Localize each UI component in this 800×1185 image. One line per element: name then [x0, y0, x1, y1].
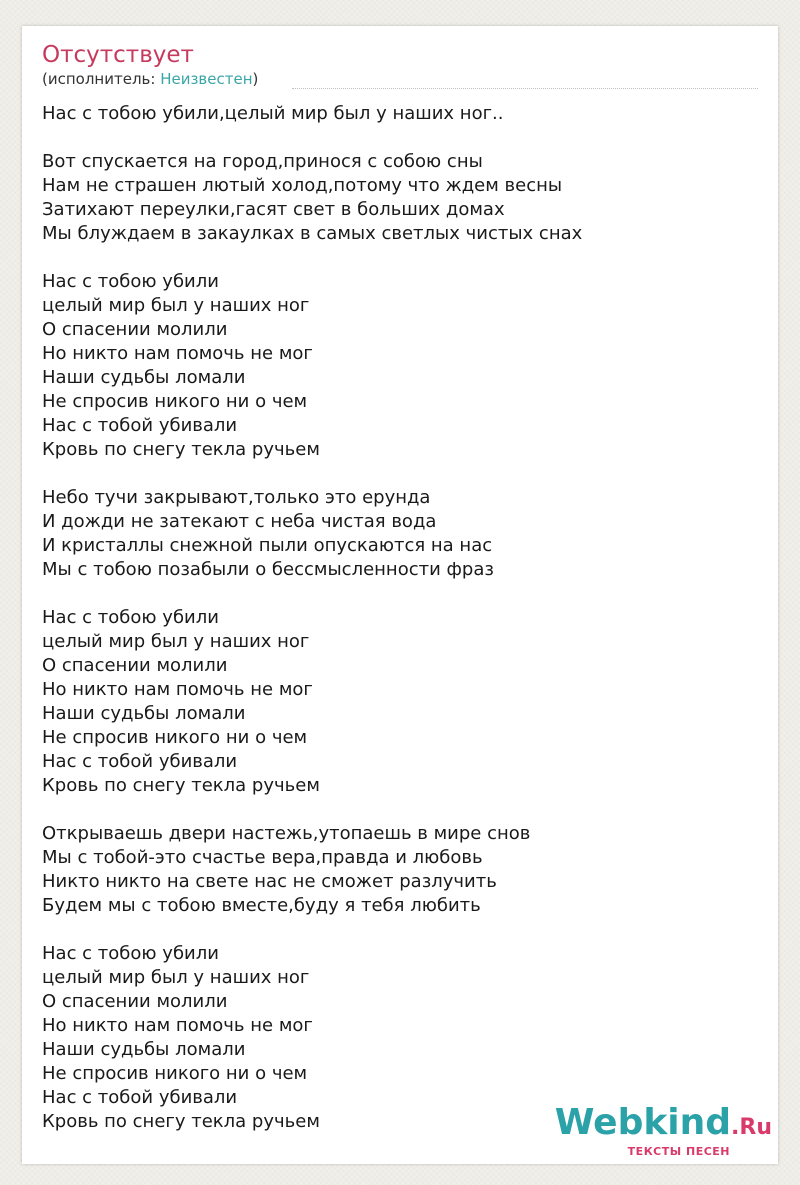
lyric-line: Никто никто на свете нас не сможет разлучить: [42, 871, 497, 892]
webkind-logo[interactable]: [554, 1102, 772, 1158]
lyric-line: Кровь по снегу текла ручьем: [42, 775, 320, 796]
lyric-line: И кристаллы снежной пыли опускаются на нас: [42, 535, 493, 556]
lyric-line: целый мир был у наших ног: [42, 295, 310, 316]
logo-wordmark: [554, 1102, 772, 1146]
artist-line: [42, 70, 258, 88]
lyric-line: Наши судьбы ломали: [42, 1039, 246, 1060]
artist-link[interactable]: Неизвестен: [160, 70, 253, 88]
stanza-gap: [42, 798, 758, 822]
lyric-line: Небо тучи закрывают,только это ерунда: [42, 487, 431, 508]
logo-tagline: ТЕКСТЫ ПЕСЕН: [627, 1145, 730, 1158]
lyric-line: Нас с тобою убили: [42, 607, 219, 628]
lyric-line: Мы с тобой-это счастье вера,правда и любовь: [42, 847, 483, 868]
lyric-line: Но никто нам помочь не мог: [42, 343, 313, 364]
lyric-line: Нас с тобою убили,целый мир был у наших ног..: [42, 103, 504, 124]
lyric-line: Нам не страшен лютый холод,потому что ждем весны: [42, 175, 563, 196]
title-divider: [292, 88, 758, 89]
lyric-line: Мы с тобою позабыли о бессмысленности фраз: [42, 559, 494, 580]
lyrics-card: [22, 26, 778, 1164]
lyric-line: Не спросив никого ни о чем: [42, 1063, 308, 1084]
lyric-line: Вот спускается на город,принося с собою сны: [42, 151, 483, 172]
lyrics-body: [42, 102, 758, 1134]
stanza-gap: [42, 918, 758, 942]
stanza-gap: [42, 582, 758, 606]
stanza-gap: [42, 462, 758, 486]
lyric-line: Нас с тобою убили: [42, 943, 219, 964]
lyric-line: целый мир был у наших ног: [42, 967, 310, 988]
lyric-line: Затихают переулки,гасят свет в больших домах: [42, 199, 505, 220]
lyric-line: Будем мы с тобою вместе,буду я тебя любить: [42, 895, 481, 916]
lyric-line: Не спросив никого ни о чем: [42, 391, 308, 412]
lyric-line: Но никто нам помочь не мог: [42, 1015, 313, 1036]
lyric-line: И дожди не затекают с неба чистая вода: [42, 511, 437, 532]
lyric-line: Нас с тобою убили: [42, 271, 219, 292]
lyric-line: Наши судьбы ломали: [42, 703, 246, 724]
lyric-line: Кровь по снегу текла ручьем: [42, 1111, 320, 1132]
lyric-line: О спасении молили: [42, 655, 228, 676]
lyric-line: Не спросив никого ни о чем: [42, 727, 308, 748]
lyric-line: Наши судьбы ломали: [42, 367, 246, 388]
artist-prefix: (исполнитель:: [42, 70, 161, 88]
lyric-line: Кровь по снегу текла ручьем: [42, 439, 320, 460]
artist-suffix: ): [252, 70, 259, 88]
song-title: Отсутствует: [42, 42, 194, 68]
lyric-line: Мы блуждаем в закаулках в самых светлых чистых снах: [42, 223, 583, 244]
lyric-line: целый мир был у наших ног: [42, 631, 310, 652]
lyric-line: Но никто нам помочь не мог: [42, 679, 313, 700]
lyric-line: О спасении молили: [42, 991, 228, 1012]
logo-tld: .Ru: [731, 1115, 772, 1140]
lyric-line: Нас с тобой убивали: [42, 751, 238, 772]
lyric-line: Нас с тобой убивали: [42, 1087, 238, 1108]
lyric-line: Открываешь двери настежь,утопаешь в мире снов: [42, 823, 531, 844]
stanza-gap: [42, 126, 758, 150]
stanza-gap: [42, 246, 758, 270]
lyric-line: Нас с тобой убивали: [42, 415, 238, 436]
lyric-line: О спасении молили: [42, 319, 228, 340]
logo-main-text: Webkind: [554, 1102, 732, 1143]
